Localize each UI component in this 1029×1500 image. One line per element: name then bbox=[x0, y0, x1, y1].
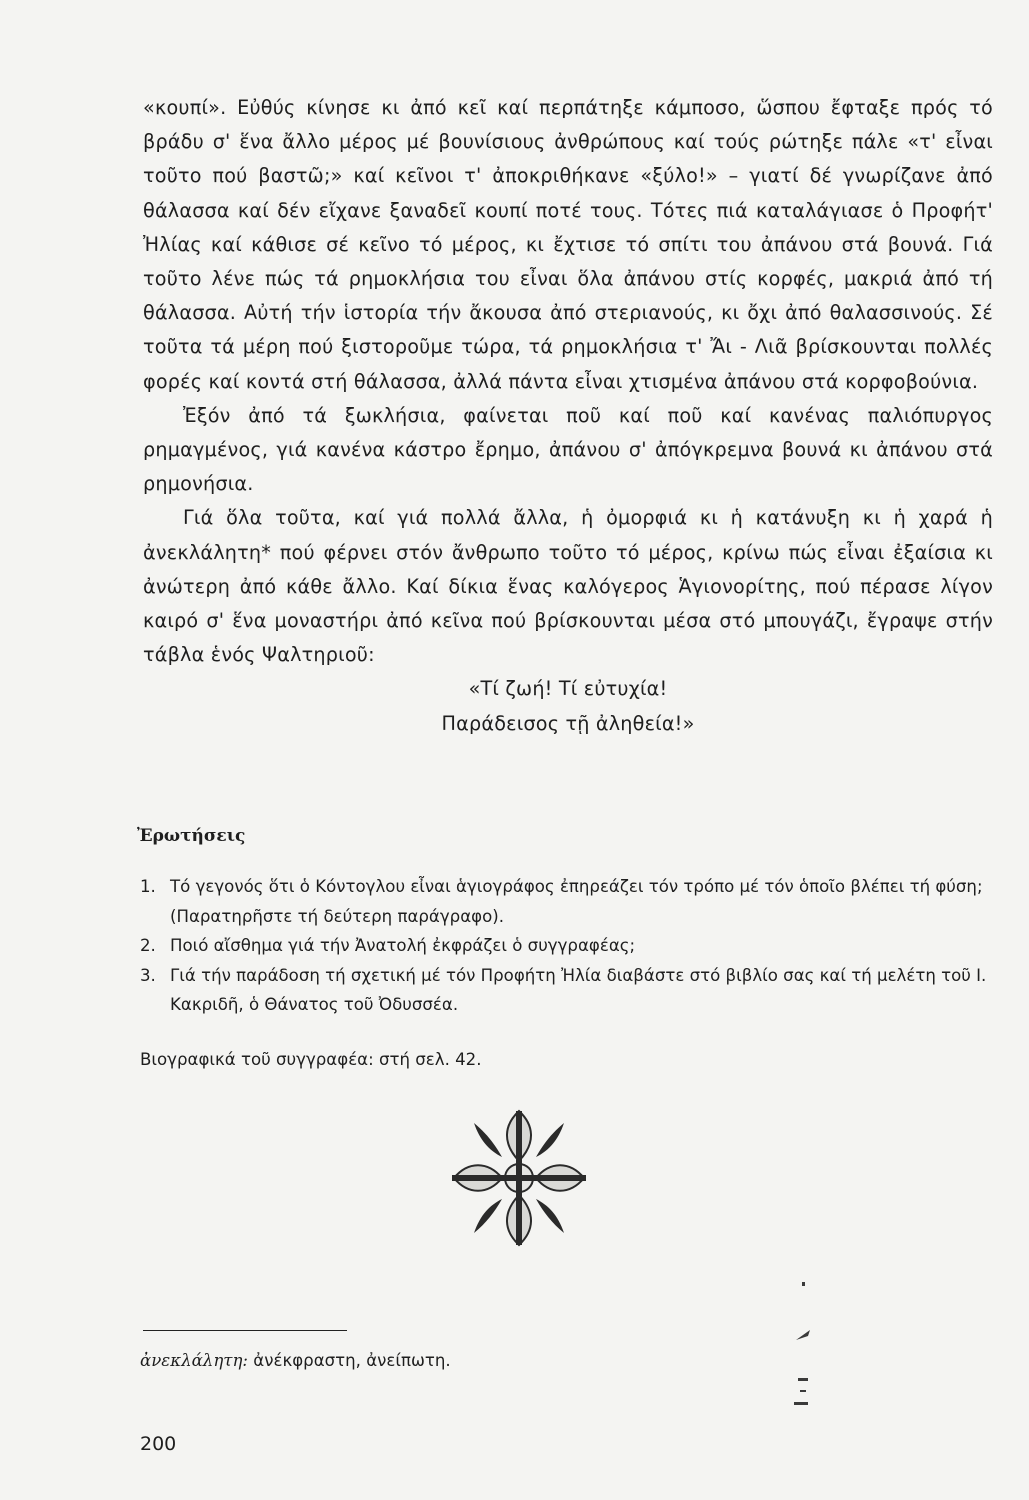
page-number: 200 bbox=[140, 1433, 177, 1455]
question-text: Γιά τήν παράδοση τή σχετική μέ τόν Προφήτη Ἠλία διαβάστε στό βιβλίο σας καί τή μελέτη τοῦ Ι. Κακριδῆ, ὁ Θάνατος τοῦ Ὀδυσσέα. bbox=[170, 965, 987, 1014]
footnote-definition: ἀνέκφραστη, ἀνείπωτη. bbox=[253, 1351, 451, 1370]
question-item bbox=[140, 931, 1000, 961]
questions-heading: Ἐρωτήσεις bbox=[137, 826, 246, 846]
author-bio-reference: Βιογραφικά τοῦ συγγραφέα: στή σελ. 42. bbox=[140, 1050, 482, 1069]
question-item bbox=[140, 961, 1000, 1020]
quote-line-2: Παράδεισος τῇ ἀληθεία!» bbox=[441, 711, 695, 735]
paragraph-2: Ἐξόν ἀπό τά ξωκλήσια, φαίνεται ποῦ καί ποῦ καί κανένας παλιόπυργος ρημαγμένος, γιά κανένα κάστρο ἔρημο, ἀπάνου σ' ἀπόγκρεμνα βουνά κι ἀπάνου στά ρημονήσια. bbox=[143, 403, 993, 496]
paragraph-1: «κουπί». Εὐθύς κίνησε κι ἀπό κεῖ καί περπάτηξε κάμποσο, ὥσπου ἔφταξε πρός τό βράδυ σ' ἕνα ἄλλο μέρος μέ βουνίσιους ἀνθρώπους καί τούς ρώτηξε πάλε «τ' εἶναι τοῦτο πού βαστῶ;» καί κεῖνοι τ' ἀποκριθήκανε «ξύλο!» – γιατί δέ γνωρίζανε ἀπό θάλασσα καί δέν εἴχανε ξαναδεῖ κουπί ποτέ τους. Τότες πιά καταλάγιασε ὁ Προφήτ' Ἠλίας καί κάθισε σέ κεῖνο τό μέρος, κι ἔχτισε τό σπίτι του ἀπάνου στά βουνά. Γιά τοῦτο λένε πώς τά ρημοκλήσια του εἶναι ὅλα ἀπάνου στίς κορφές, μακριά ἀπό τή θάλασσα. Αὐτή τήν ἱστορία τήν ἄκουσα ἀπό στεριανούς, κι ὄχι ἀπό θαλασσινούς. Σέ τοῦτα τά μέρη πού ξιστοροῦμε τώρα, τά ρημοκλήσια τ' Ἄι - Λιᾶ βρίσκουνται πολλές φορές καί κοντά στή θάλασσα, ἀλλά πάντα εἶναι χτισμένα ἀπάνου στά κορφοβούνια. bbox=[143, 96, 993, 393]
margin-marks-icon bbox=[790, 1280, 820, 1430]
question-number: 3. bbox=[140, 965, 156, 985]
footnote bbox=[140, 1351, 451, 1370]
footnote-term: ἀνεκλάλητη: bbox=[140, 1351, 248, 1370]
question-number: 1. bbox=[140, 877, 156, 896]
floral-ornament-icon bbox=[444, 1103, 594, 1253]
paragraph-3: Γιά ὅλα τοῦτα, καί γιά πολλά ἄλλα, ἡ ὀμορφιά κι ἡ κατάνυξη κι ἡ χαρά ἡ ἀνεκλάλητη* πού φέρνει στόν ἄνθρωπο τοῦτο τό μέρος, κρίνω πώς εἶναι ἐξαίσια κι ἀνώτερη ἀπό κάθε ἄλλο. Καί δίκια ἕνας καλόγερος Ἁγιονορίτης, πού πέρασε λίγον καιρό σ' ἕνα μοναστήρι ἀπό κεῖνα πού βρίσκουνται μέσα στό μπουγάζι, ἔγραψε στήν τάβλα ἑνός Ψαλτηριοῦ: bbox=[143, 506, 993, 667]
question-item bbox=[140, 872, 1000, 931]
quote-line-1: «Τί ζωή! Τί εὐτυχία! bbox=[468, 677, 668, 701]
main-text bbox=[143, 91, 993, 741]
question-number: 2. bbox=[140, 936, 156, 955]
question-text: Τό γεγονός ὅτι ὁ Κόντογλου εἶναι ἁγιογράφος ἐπηρεάζει τόν τρόπο μέ τόν ὁποῖο βλέπει τή φύση; (Παρατηρῆστε τή δεύτερη παράγραφο). bbox=[170, 877, 983, 926]
questions-list bbox=[140, 872, 1000, 1020]
footnote-separator bbox=[143, 1330, 347, 1331]
question-text: Ποιό αἴσθημα γιά τήν Ἀνατολή ἐκφράζει ὁ συγγραφέας; bbox=[170, 936, 636, 955]
